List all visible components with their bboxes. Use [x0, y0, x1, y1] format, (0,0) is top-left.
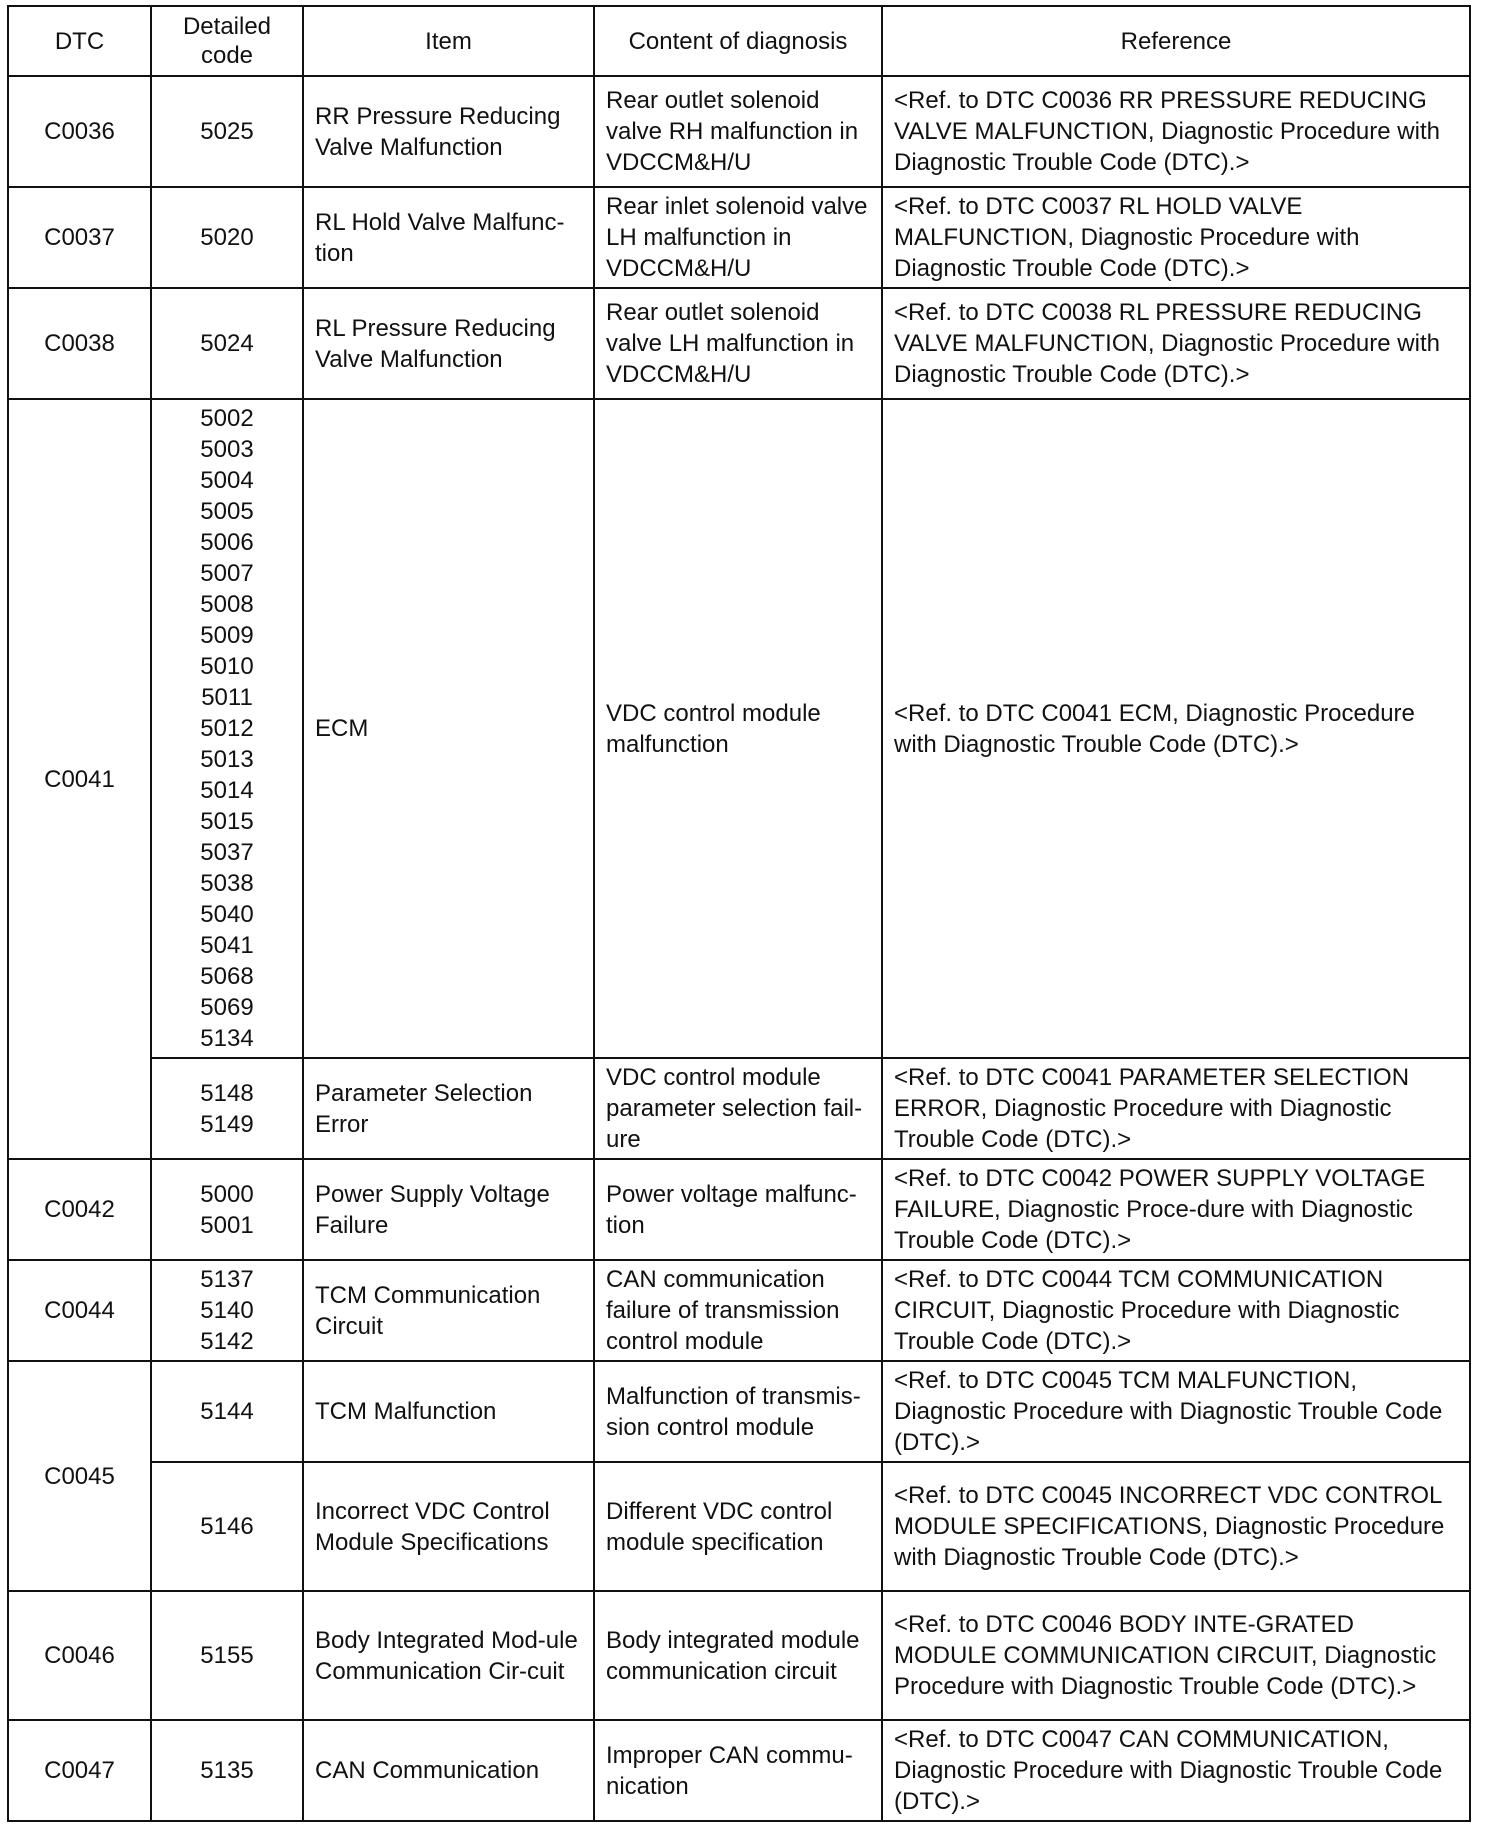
table-row — [8, 399, 1470, 1058]
content-cell: Power voltage malfunc-tion — [594, 1159, 882, 1260]
reference-cell: <Ref. to DTC C0038 RL PRESSURE REDUCING VALVE MALFUNCTION, Diagnostic Procedure with Diagnostic Trouble Code (DTC).> — [882, 288, 1470, 399]
detailed-code-cell: 5025 — [151, 76, 303, 187]
reference-cell: <Ref. to DTC C0045 INCORRECT VDC CONTROL MODULE SPECIFICATIONS, Diagnostic Procedure with Diagnostic Trouble Code (DTC).> — [882, 1462, 1470, 1591]
reference-cell: <Ref. to DTC C0047 CAN COMMUNICATION, Diagnostic Procedure with Diagnostic Trouble Code (DTC).> — [882, 1720, 1470, 1821]
dtc-table-container — [7, 5, 1469, 1822]
item-cell: RL Hold Valve Malfunc-tion — [303, 187, 594, 288]
dtc-cell: C0037 — [8, 187, 151, 288]
detailed-code: 5011 — [201, 684, 253, 711]
table-header-row — [8, 6, 1470, 76]
detailed-code: 5000 — [200, 1180, 254, 1208]
header-item: Item — [303, 6, 594, 76]
dtc-cell: C0036 — [8, 76, 151, 187]
reference-cell: <Ref. to DTC C0046 BODY INTE-GRATED MODULE COMMUNICATION CIRCUIT, Diagnostic Procedure with Diagnostic Trouble Code (DTC).> — [882, 1591, 1470, 1720]
item-cell: TCM Communication Circuit — [303, 1260, 594, 1361]
detailed-code-cell: 5135 — [151, 1720, 303, 1821]
detailed-code: 5009 — [200, 622, 254, 649]
dtc-cell: C0046 — [8, 1591, 151, 1720]
table-row — [8, 288, 1470, 399]
header-content: Content of diagnosis — [594, 6, 882, 76]
detailed-code-cell — [151, 399, 303, 1058]
detailed-code-cell — [151, 1058, 303, 1159]
detailed-code-cell — [151, 1159, 303, 1260]
reference-cell: <Ref. to DTC C0045 TCM MALFUNCTION, Diagnostic Procedure with Diagnostic Trouble Code (DTC).> — [882, 1361, 1470, 1462]
detailed-code: 5134 — [200, 1025, 254, 1052]
dtc-cell: C0045 — [8, 1361, 151, 1591]
reference-cell: <Ref. to DTC C0041 ECM, Diagnostic Procedure with Diagnostic Trouble Code (DTC).> — [882, 399, 1470, 1058]
table-row — [8, 1058, 1470, 1159]
detailed-code: 5007 — [200, 560, 254, 587]
detailed-code: 5068 — [200, 963, 254, 990]
detailed-code-cell: 5024 — [151, 288, 303, 399]
detailed-code-cell — [151, 1260, 303, 1361]
content-cell: Improper CAN commu-nication — [594, 1720, 882, 1821]
detailed-code: 5003 — [200, 436, 254, 463]
table-row — [8, 1260, 1470, 1361]
item-cell: Body Integrated Mod-ule Communication Cir-cuit — [303, 1591, 594, 1720]
table-row — [8, 1591, 1470, 1720]
table-row — [8, 1720, 1470, 1821]
dtc-cell: C0047 — [8, 1720, 151, 1821]
dtc-cell: C0044 — [8, 1260, 151, 1361]
table-row — [8, 1462, 1470, 1591]
detailed-code: 5142 — [200, 1328, 254, 1355]
item-cell: Incorrect VDC Control Module Specifications — [303, 1462, 594, 1591]
reference-cell: <Ref. to DTC C0037 RL HOLD VALVE MALFUNCTION, Diagnostic Procedure with Diagnostic Trouble Code (DTC).> — [882, 187, 1470, 288]
content-cell: Rear outlet solenoid valve RH malfunction in VDCCM&H/U — [594, 76, 882, 187]
detailed-code: 5012 — [200, 715, 254, 742]
item-cell: RL Pressure Reducing Valve Malfunction — [303, 288, 594, 399]
dtc-cell: C0038 — [8, 288, 151, 399]
detailed-code-cell: 5155 — [151, 1591, 303, 1720]
detailed-code: 5069 — [200, 994, 254, 1021]
content-cell: Different VDC control module specification — [594, 1462, 882, 1591]
dtc-cell: C0041 — [8, 399, 151, 1159]
detailed-code: 5149 — [200, 1110, 254, 1138]
table-row — [8, 187, 1470, 288]
detailed-code-cell: 5146 — [151, 1462, 303, 1591]
item-cell: ECM — [303, 399, 594, 1058]
detailed-code: 5006 — [200, 529, 254, 556]
header-reference: Reference — [882, 6, 1470, 76]
item-cell: Parameter Selection Error — [303, 1058, 594, 1159]
content-cell: Body integrated module communication circuit — [594, 1591, 882, 1720]
reference-cell: <Ref. to DTC C0042 POWER SUPPLY VOLTAGE FAILURE, Diagnostic Proce-dure with Diagnostic Trouble Code (DTC).> — [882, 1159, 1470, 1260]
detailed-code: 5005 — [200, 498, 254, 525]
header-detailed-code-line1: Detailed — [182, 13, 272, 40]
header-detailed-code-line2: code — [200, 42, 254, 69]
detailed-code: 5037 — [200, 839, 254, 866]
item-cell: Power Supply Voltage Failure — [303, 1159, 594, 1260]
table-row — [8, 1159, 1470, 1260]
detailed-code: 5040 — [200, 901, 254, 928]
reference-cell: <Ref. to DTC C0041 PARAMETER SELECTION ERROR, Diagnostic Procedure with Diagnostic Trouble Code (DTC).> — [882, 1058, 1470, 1159]
table-row — [8, 76, 1470, 187]
dtc-cell: C0042 — [8, 1159, 151, 1260]
detailed-code: 5140 — [200, 1297, 254, 1324]
content-cell: VDC control module malfunction — [594, 399, 882, 1058]
content-cell: Rear inlet solenoid valve LH malfunction in VDCCM&H/U — [594, 187, 882, 288]
content-cell: CAN communication failure of transmission control module — [594, 1260, 882, 1361]
item-cell: TCM Malfunction — [303, 1361, 594, 1462]
header-dtc: DTC — [8, 6, 151, 76]
detailed-code: 5008 — [200, 591, 254, 618]
dtc-table — [7, 5, 1471, 1822]
detailed-code: 5010 — [200, 653, 254, 680]
item-cell: RR Pressure Reducing Valve Malfunction — [303, 76, 594, 187]
detailed-code: 5015 — [200, 808, 254, 835]
header-detailed-code — [151, 6, 303, 76]
content-cell: VDC control module parameter selection fail-ure — [594, 1058, 882, 1159]
detailed-code: 5148 — [200, 1079, 254, 1107]
content-cell: Rear outlet solenoid valve LH malfunction in VDCCM&H/U — [594, 288, 882, 399]
detailed-code-cell: 5144 — [151, 1361, 303, 1462]
reference-cell: <Ref. to DTC C0036 RR PRESSURE REDUCING VALVE MALFUNCTION, Diagnostic Procedure with Diagnostic Trouble Code (DTC).> — [882, 76, 1470, 187]
detailed-code: 5002 — [200, 405, 254, 432]
detailed-code: 5041 — [200, 932, 254, 959]
detailed-code: 5038 — [200, 870, 254, 897]
detailed-code: 5001 — [200, 1211, 254, 1239]
detailed-code-cell: 5020 — [151, 187, 303, 288]
detailed-code: 5137 — [200, 1266, 254, 1293]
detailed-code: 5014 — [200, 777, 254, 804]
detailed-code: 5013 — [200, 746, 254, 773]
content-cell: Malfunction of transmis-sion control module — [594, 1361, 882, 1462]
table-row — [8, 1361, 1470, 1462]
reference-cell: <Ref. to DTC C0044 TCM COMMUNICATION CIRCUIT, Diagnostic Procedure with Diagnostic Trouble Code (DTC).> — [882, 1260, 1470, 1361]
detailed-code: 5004 — [200, 467, 254, 494]
item-cell: CAN Communication — [303, 1720, 594, 1821]
